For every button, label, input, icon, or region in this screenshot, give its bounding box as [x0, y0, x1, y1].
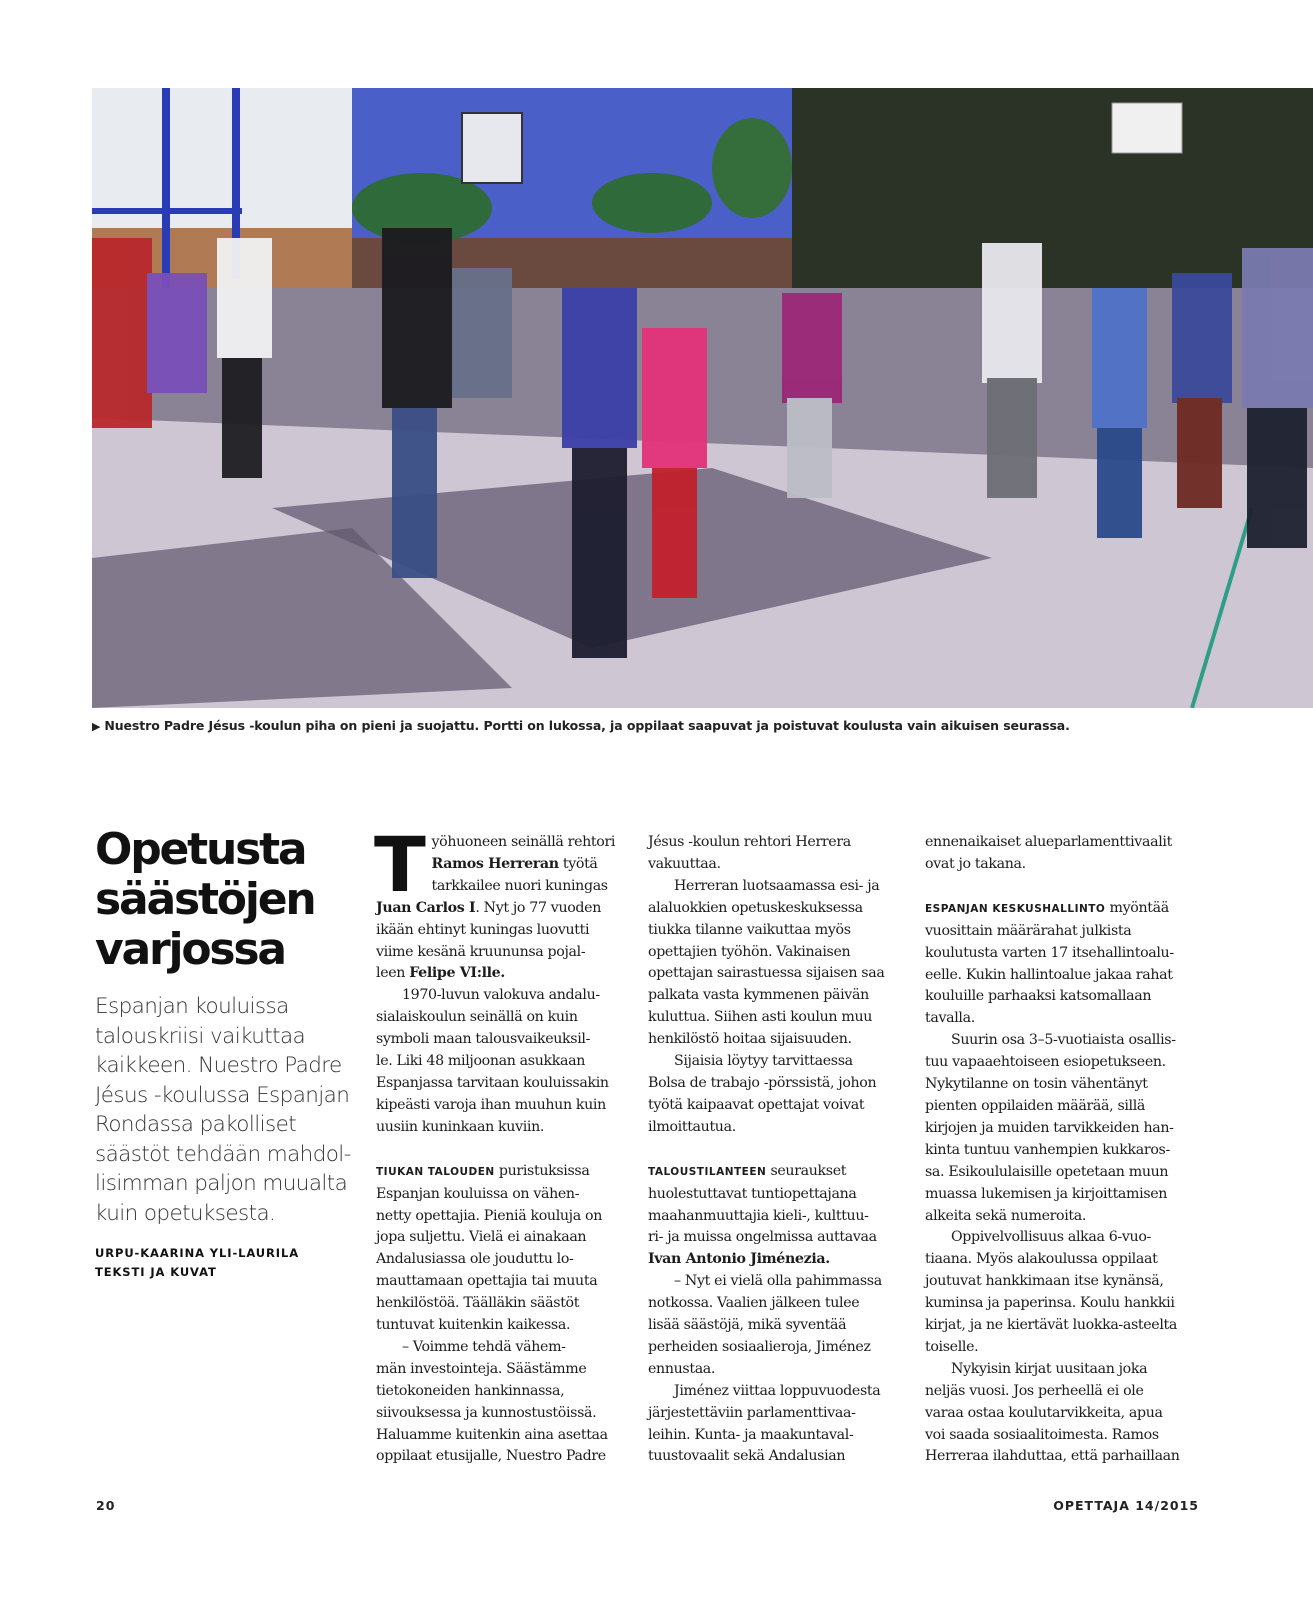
body-line: huolestuttavat tuntiopettajana [648, 1185, 857, 1202]
body-line: alaluokkien opetuskeskuksessa [648, 899, 863, 916]
body-line: mauttamaan opettajia tai muuta [376, 1273, 598, 1290]
body-line: maahanmuuttajia kieli-, kulttuu- [648, 1207, 869, 1224]
body-line: ennustaa. [648, 1360, 716, 1377]
body-line: kipeästi varoja ihan muuhun kuin [376, 1096, 606, 1113]
body-line: koulutusta varten 17 itsehallintoalu- [925, 944, 1174, 961]
body-line: tietokoneiden hankinnassa, [376, 1382, 565, 1399]
body-line: – Voimme tehdä vähem- [402, 1338, 566, 1355]
headline-line: säästöjen [95, 874, 315, 925]
body-line: ikään ehtinyt kuningas luovutti [376, 921, 590, 938]
caption-text: Nuestro Padre Jésus -koulun piha on pieni ja suojattu. Portti on lukossa, ja oppilaat saapuvat ja poistuvat koulusta vain aikuisen seurassa. [104, 718, 1070, 733]
body-line: henkilöstö hoitaa sijaisuuden. [648, 1031, 852, 1048]
body-line: kinta tuntuu vanhempien kukkaros- [925, 1141, 1170, 1158]
body-line: järjestettäviin parlamenttivaa- [648, 1404, 856, 1421]
body-line: ri- ja muissa ongelmissa auttavaa [648, 1229, 877, 1246]
article-lead [95, 992, 370, 1228]
body-line: kouluille parhaaksi katsomallaan [925, 988, 1152, 1005]
lead-line: Espanjan kouluissa [95, 994, 289, 1019]
body-line: uusiin kuninkaan kuviin. [376, 1118, 545, 1135]
body-line: Ramos Herreran työtä [431, 855, 598, 872]
body-line: tuustovaalit sekä Andalusian [648, 1448, 846, 1465]
body-line: tuntuvat kuitenkin kaikessa. [376, 1317, 571, 1334]
body-line: Nykytilanne on tosin vähentänyt [925, 1076, 1148, 1093]
lead-line: säästöt tehdään mahdol- [95, 1141, 351, 1167]
body-line: netty opettajia. Pieniä kouluja on [376, 1207, 602, 1224]
body-line: Espanjassa tarvitaan kouluissakin [376, 1074, 609, 1091]
body-line: – Nyt ei vielä olla pahimmassa [674, 1273, 882, 1290]
lead-line: kaikkeen. Nuestro Padre [95, 1053, 342, 1078]
body-line: eelle. Kukin hallintoalue jakaa rahat [925, 966, 1173, 983]
section-kicker: TIUKAN TALOUDEN [376, 1165, 495, 1178]
body-line: palkata vasta kymmenen päivän [648, 987, 869, 1004]
body-line: varaa ostaa koulutarvikkeita, apua [925, 1404, 1163, 1421]
body-line: sa. Esikoululaisille opetetaan muun [925, 1163, 1169, 1180]
body-line: TALOUSTILANTEEN seuraukset [648, 1162, 847, 1179]
body-column-3 [925, 832, 1185, 1468]
body-line: Haluamme kuitenkin aina asettaa [376, 1426, 608, 1443]
body-line: Sijaisia löytyy tarvittaessa [674, 1053, 853, 1070]
body-line: Bolsa de trabajo -pörssistä, johon [648, 1074, 877, 1091]
body-line: TIUKAN TALOUDEN puristuksissa [376, 1162, 590, 1179]
body-line: leihin. Kunta- ja maakuntaval- [648, 1426, 854, 1443]
article-photo [92, 88, 1313, 708]
body-line: vakuuttaa. [648, 855, 721, 872]
body-line: oppilaat etusijalle, Nuestro Padre [376, 1448, 606, 1465]
body-line: jopa suljettu. Vielä ei ainakaan [376, 1229, 587, 1246]
body-column-1 [374, 820, 636, 1468]
body-line: tiaana. Myös alakoulussa oppilaat [925, 1251, 1158, 1268]
section-kicker: TALOUSTILANTEEN [648, 1165, 767, 1178]
body-line: yöhuoneen seinällä rehtori [431, 834, 616, 850]
body-line: työtä kaipaavat opettajat voivat [648, 1096, 865, 1113]
body-line: ovat jo takana. [925, 855, 1026, 872]
body-line: tarkkailee nuori kuningas [431, 877, 608, 894]
body-line: toiselle. [925, 1338, 979, 1355]
body-line: Herreran luotsaamassa esi- ja [674, 877, 880, 894]
body-line: män investointeja. Säästämme [376, 1360, 587, 1377]
byline-author: URPU-KAARINA YLI-LAURILA [95, 1246, 299, 1260]
body-line: Espanjan kouluissa on vähen- [376, 1185, 580, 1202]
body-line: muassa lukemisen ja kirjoittamisen [925, 1185, 1168, 1202]
body-line: joutuvat hankkimaan itse kynänsä, [925, 1273, 1164, 1290]
body-line: leen Felipe VI:lle. [376, 965, 505, 982]
body-line: Suurin osa 3–5-vuotiaista osallis- [951, 1032, 1176, 1049]
photo-caption [92, 718, 1292, 733]
lead-line: Rondassa pakolliset [95, 1112, 297, 1137]
body-line: kirjojen ja muiden tarvikkeiden han- [925, 1119, 1174, 1136]
body-line: kuluttua. Siihen asti koulun muu [648, 1009, 873, 1026]
body-line: tuu vapaaehtoiseen esiopetukseen. [925, 1054, 1166, 1071]
body-line: Nykyisin kirjat uusitaan joka [951, 1360, 1148, 1377]
body-line: viime kesänä kruununsa pojal- [376, 943, 586, 960]
body-line: opettajan sairastuessa sijaisen saa [648, 965, 885, 982]
lead-line: kuin opetuksesta. [95, 1200, 276, 1226]
body-line: tiukka tilanne vaikuttaa myös [648, 921, 851, 938]
headline-line: varjossa [95, 924, 285, 975]
byline-role: TEKSTI JA KUVAT [95, 1265, 217, 1279]
body-line: le. Liki 48 miljoonan asukkaan [376, 1053, 585, 1070]
headline-line: Opetusta [95, 824, 306, 875]
section-kicker: ESPANJAN KESKUSHALLINTO [925, 902, 1106, 915]
body-line: ennenaikaiset alueparlamenttivaalit [925, 834, 1172, 850]
triangle-right-icon: ▶ [92, 720, 101, 733]
body-line: alkeita sekä numeroita. [925, 1207, 1087, 1224]
body-line: kirjat, ja ne kiertävät luokka-asteelta [925, 1317, 1178, 1334]
body-line: Juan Carlos I. Nyt jo 77 vuoden [376, 899, 601, 916]
body-line: Herreraa ilahduttaa, että parhaillaan [925, 1448, 1180, 1465]
body-line: Jésus -koulun rehtori Herrera [648, 834, 851, 850]
lead-line: lisimman paljon muualta [95, 1171, 348, 1196]
body-line: neljäs vuosi. Jos perheellä ei ole [925, 1382, 1144, 1399]
drop-cap: T [374, 820, 426, 909]
body-line: Oppivelvollisuus alkaa 6-vuo- [951, 1229, 1151, 1246]
body-line: lisää säästöjä, mikä syventää [648, 1317, 847, 1334]
body-line: henkilöstöä. Täälläkin säästöt [376, 1295, 580, 1312]
body-line: siivouksessa ja kunnostustöissä. [376, 1404, 597, 1421]
byline [95, 1244, 365, 1282]
body-line: voi saada sosiaalitoimesta. Ramos [925, 1426, 1159, 1443]
body-line: opettajien työhön. Vakinaisen [648, 943, 851, 960]
body-line: kuminsa ja paperinsa. Koulu hankkii [925, 1295, 1175, 1312]
page-number: 20 [96, 1498, 116, 1513]
article-headline [95, 825, 365, 975]
body-line: notkossa. Vaalien jälkeen tulee [648, 1295, 860, 1312]
body-line: sialaiskoulun seinällä on kuin [376, 1009, 578, 1026]
body-line: ilmoittautua. [648, 1118, 736, 1135]
publication-name: OPETTAJA 14/2015 [1053, 1498, 1199, 1513]
lead-line: talouskriisi vaikuttaa [95, 1023, 306, 1049]
schoolyard-photo-illustration [92, 88, 1313, 708]
body-line: tavalla. [925, 1010, 975, 1027]
body-line: perheiden sosiaalieroja, Jiménez [648, 1338, 871, 1355]
body-line: pienten oppilaiden määrää, sillä [925, 1097, 1146, 1114]
body-line: symboli maan talousvaikeuksil- [376, 1031, 591, 1048]
body-line: 1970-luvun valokuva andalu- [402, 987, 600, 1004]
body-line: Jiménez viittaa loppuvuodesta [674, 1382, 881, 1399]
body-column-2 [648, 832, 908, 1468]
lead-line: Jésus -koulussa Espanjan [95, 1082, 350, 1108]
body-line: vuosittain määrärahat julkista [925, 922, 1132, 939]
body-line: Andalusiassa ole jouduttu lo- [376, 1251, 574, 1268]
body-line: ESPANJAN KESKUSHALLINTO myöntää [925, 899, 1169, 916]
body-line: Ivan Antonio Jiménezia. [648, 1251, 830, 1268]
